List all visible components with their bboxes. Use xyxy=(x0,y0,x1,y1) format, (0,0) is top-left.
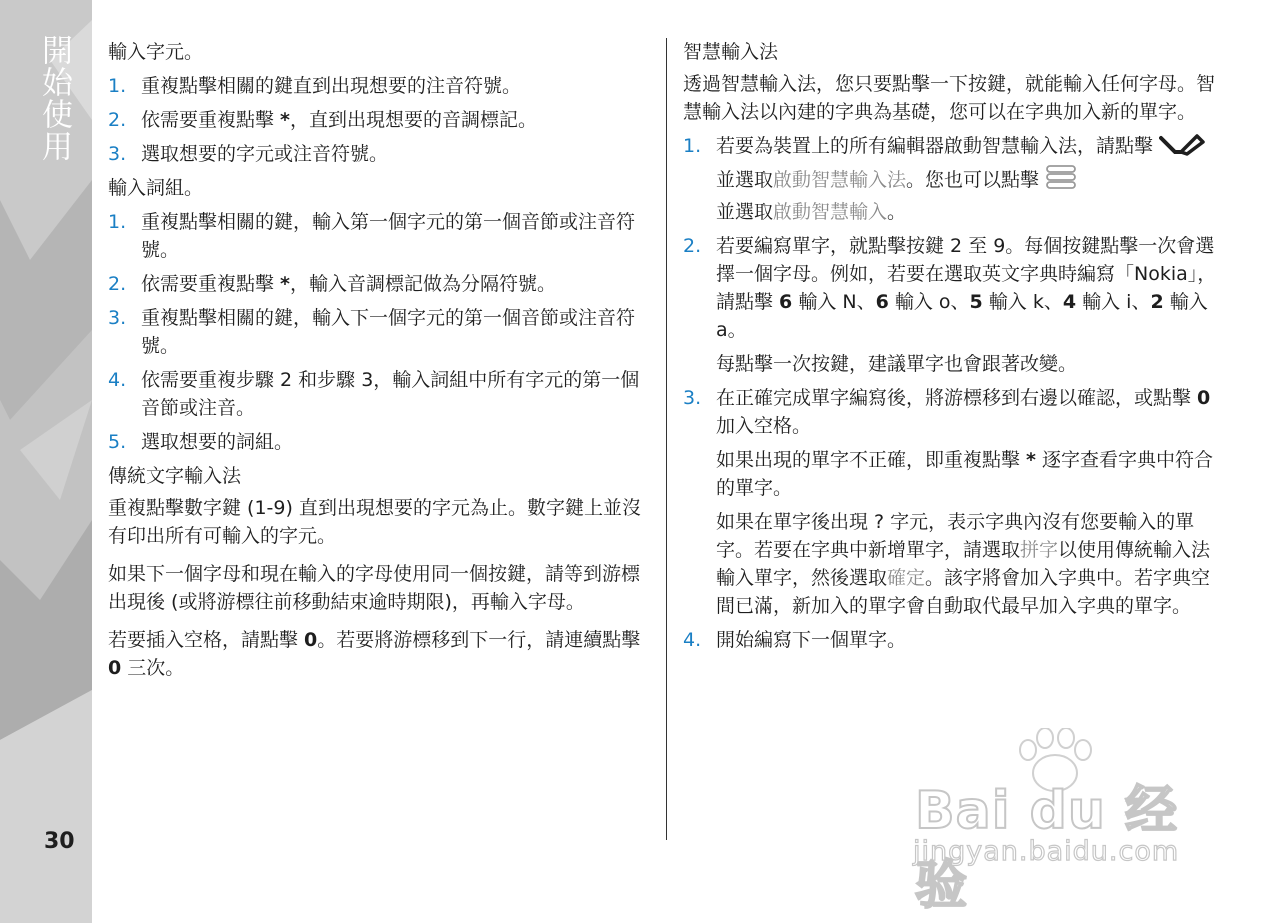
list-item: 4. 開始編寫下一個單字。 xyxy=(683,629,907,651)
paragraph: 若要插入空格，請點擊 0。若要將游標移到下一行，請連續點擊 0 三次。 xyxy=(108,629,641,679)
right-column xyxy=(683,38,1228,660)
list-item: 2. 依需要重複點擊 *，輸入音調標記做為分隔符號。 xyxy=(108,273,556,295)
watermark-logo: Bai du 经验 xyxy=(915,781,1178,916)
pen-edit-icon xyxy=(1159,132,1205,164)
predictive-steps-list-cont xyxy=(683,384,1228,440)
predictive-steps-list-end xyxy=(683,626,1228,654)
list-item: 1. 重複點擊相關的鍵，輸入第一個字元的第一個音節或注音符號。 xyxy=(108,211,636,261)
step-note: 如果出現的單字不正確，即重複點擊 * 逐字查看字典中符合的單字。 xyxy=(716,449,1214,499)
step-note: 如果在單字後出現 ? 字元，表示字典內沒有您要輸入的單字。若要在字典中新增單字，請選取拼字以使用傳統輸入法輸入單字，然後選取確定。該字將會加入字典中。若字典空間已滿，新加入的單字會自動取代最早加入字典的單字。 xyxy=(716,511,1211,617)
phrase-steps-list xyxy=(108,208,653,456)
paragraph: 重複點擊數字鍵 (1-9) 直到出現想要的字元為止。數字鍵上並沒有印出所有可輸入的字元。 xyxy=(108,497,641,547)
predictive-steps-list xyxy=(683,132,1228,344)
predictive-input-heading: 智慧輸入法 xyxy=(683,41,779,63)
section-title: 開始使用 xyxy=(36,34,72,162)
watermark-url: jingyan.baidu.com xyxy=(913,836,1180,867)
column-divider xyxy=(666,38,667,840)
traditional-input-heading: 傳統文字輸入法 xyxy=(108,465,242,487)
list-item: 2. 依需要重複點擊 *，直到出現想要的音調標記。 xyxy=(108,109,537,131)
paragraph: 如果下一個字母和現在輸入的字母使用同一個按鍵，請等到游標出現後 (或將游標往前移動結束逾時期限)，再輸入字母。 xyxy=(108,563,641,613)
list-item: 4. 依需要重複步驟 2 和步驟 3，輸入詞組中所有字元的第一個音節或注音。 xyxy=(108,369,640,419)
intro-phrase: 輸入詞組。 xyxy=(108,177,204,199)
paragraph: 透過智慧輸入法，您只要點擊一下按鍵，就能輸入任何字母。智慧輸入法以內建的字典為基礎，您可以在字典加入新的單字。 xyxy=(683,73,1216,123)
sidebar xyxy=(0,0,92,923)
list-item: 3. 選取想要的字元或注音符號。 xyxy=(108,143,389,165)
left-column xyxy=(108,38,653,688)
intro-character: 輸入字元。 xyxy=(108,41,204,63)
list-item: 2. 若要編寫單字，就點擊按鍵 2 至 9。每個按鍵點擊一次會選擇一個字母。例如，若要在選取英文字典時編寫「Nokia」，請點擊 6 輸入 N、6 輸入 o、5 輸入 k、4 輸入 i、2 輸入 a。 xyxy=(683,235,1217,341)
list-item: 3. 重複點擊相關的鍵，輸入下一個字元的第一個音節或注音符號。 xyxy=(108,307,636,357)
list-item: 5. 選取想要的詞組。 xyxy=(108,431,294,453)
menu-key-icon xyxy=(1045,164,1077,198)
step-note: 每點擊一次按鍵，建議單字也會跟著改變。 xyxy=(716,353,1078,375)
baidu-watermark xyxy=(905,728,1205,916)
list-item: 1. 若要為裝置上的所有編輯器啟動智慧輸入法，請點擊 並選取啟動智慧輸入法。您也可以點擊 並選取啟動智慧輸入。 xyxy=(683,132,1228,226)
list-item: 1. 重複點擊相關的鍵直到出現想要的注音符號。 xyxy=(108,75,522,97)
character-steps-list xyxy=(108,72,653,168)
list-item: 3. 在正確完成單字編寫後，將游標移到右邊以確認，或點擊 0 加入空格。 xyxy=(683,387,1211,437)
page-number: 30 xyxy=(44,829,75,854)
